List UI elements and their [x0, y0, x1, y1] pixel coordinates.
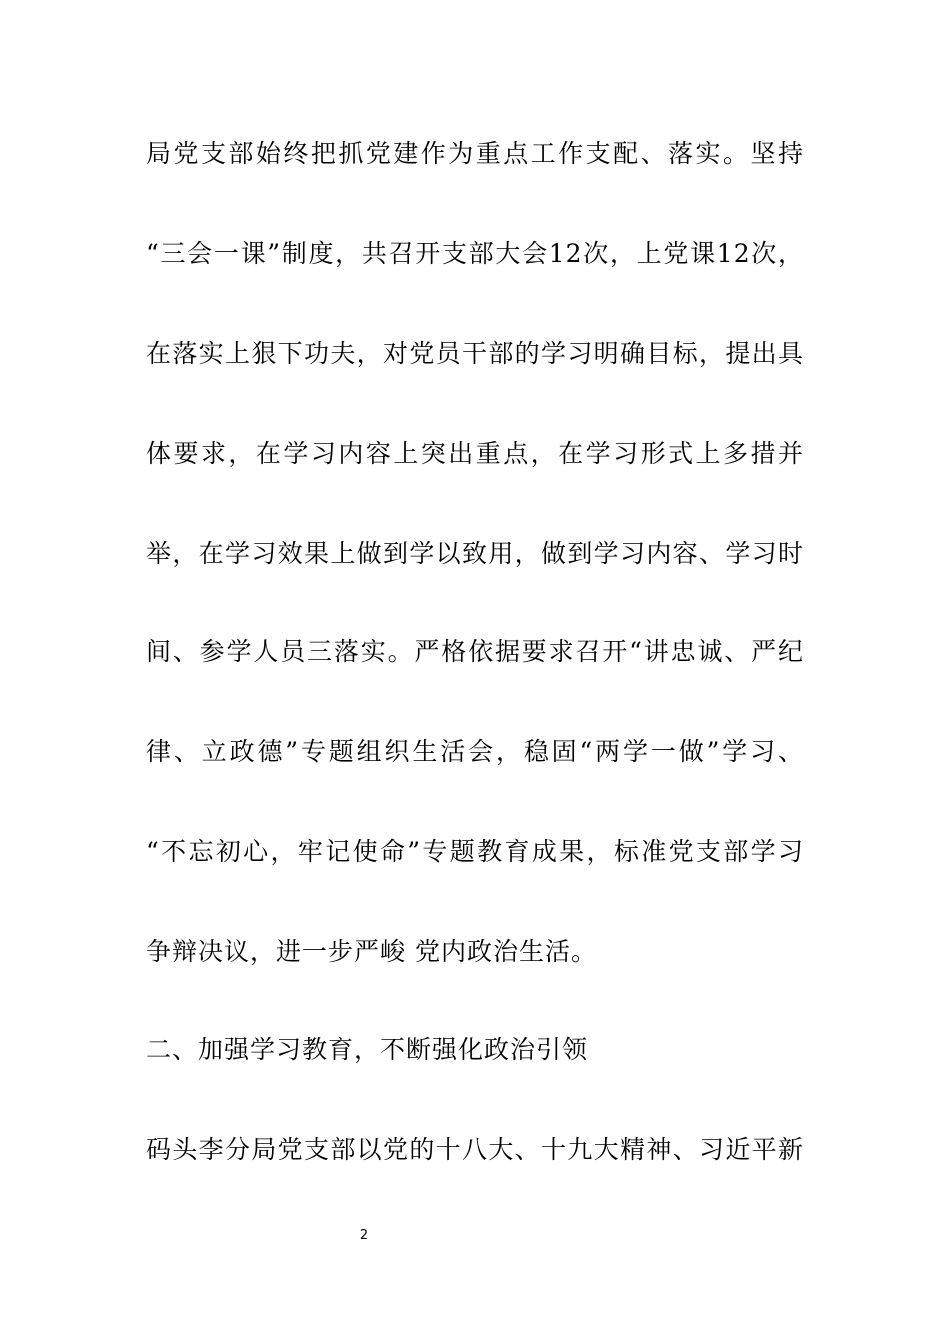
body-text-line-7: 律、立政德”专题组织生活会，稳固“两学一做”学习、	[146, 737, 804, 766]
body-text-line-9: 争辩决议，进一步严峻 党内政治生活。	[146, 937, 597, 966]
body-text-line-10: 码头李分局党支部以党的十八大、十九大精神、习近平新	[146, 1135, 804, 1164]
page-number: 2	[359, 1228, 369, 1243]
body-text-line-4: 体要求，在学习内容上突出重点，在学习形式上多措并	[146, 439, 804, 468]
section-heading: 二、加强学习教育，不断强化政治引领	[146, 1035, 589, 1064]
body-text-line-3: 在落实上狠下功夫，对党员干部的学习明确目标，提出具	[146, 339, 804, 368]
body-text-line-1: 局党支部始终把抓党建作为重点工作支配、落实。坚持	[146, 139, 804, 168]
body-text-line-2: “三会一课”制度，共召开支部大会12次，上党课12次，	[146, 239, 804, 268]
body-text-line-5: 举，在学习效果上做到学以致用，做到学习内容、学习时	[146, 539, 804, 568]
body-text-line-6: 间、参学人员三落实。严格依据要求召开“讲忠诚、严纪	[146, 637, 804, 666]
body-text-line-8: “不忘初心，牢记使命”专题教育成果，标准党支部学习	[146, 837, 804, 866]
